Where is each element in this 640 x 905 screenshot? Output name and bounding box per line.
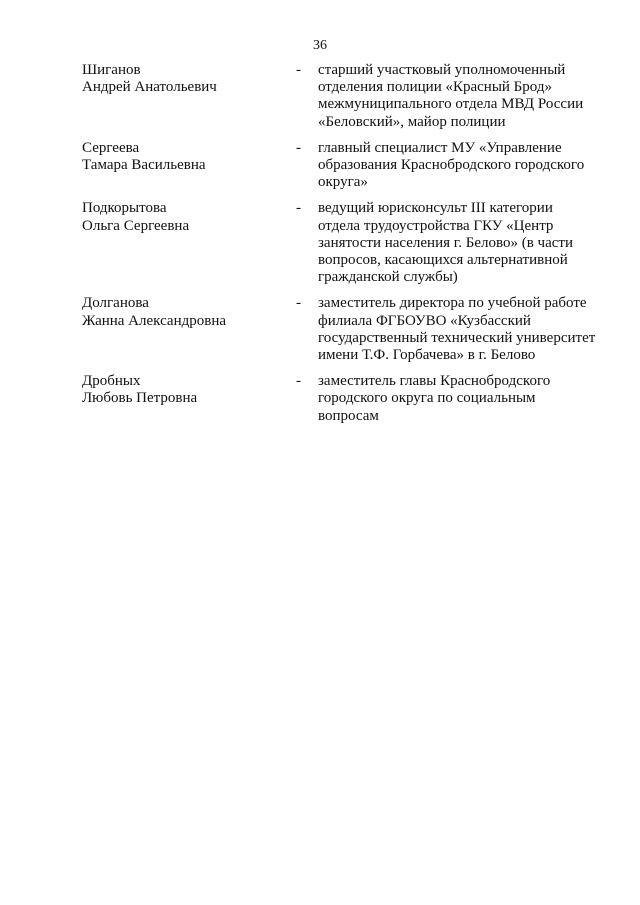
member-surname: Шиганов	[82, 62, 141, 78]
member-position-line: главный специалист МУ «Управление	[318, 139, 562, 156]
member-entry-4	[82, 295, 612, 364]
member-position-line: «Беловский», майор полиции	[318, 113, 506, 130]
member-given-names: Любовь Петровна	[82, 390, 198, 407]
member-name	[82, 373, 296, 407]
member-position-line: имени Т.Ф. Горбачева» в г. Белово	[318, 347, 536, 364]
member-given-names: Жанна Александровна	[82, 312, 227, 329]
member-given-names: Тамара Васильевна	[82, 157, 206, 174]
member-surname: Сергеева	[82, 139, 140, 156]
member-position-line: заместитель директора по учебной работе	[318, 295, 587, 312]
member-position	[318, 200, 612, 286]
separator-dash: -	[296, 62, 301, 78]
member-name	[82, 295, 296, 329]
member-entry-1	[82, 62, 612, 131]
member-position	[318, 373, 612, 425]
member-position-line: отдела трудоустройства ГКУ «Центр	[318, 217, 554, 234]
member-position	[318, 62, 612, 131]
member-position-line: межмуниципального отдела МВД России	[318, 96, 584, 113]
member-position-line: филиала ФГБОУВО «Кузбасский	[318, 312, 531, 329]
member-position-line: старший участковый уполномоченный	[318, 62, 566, 78]
member-position-line: образования Краснобродского городского	[318, 157, 585, 174]
member-surname: Долганова	[82, 295, 149, 312]
member-entry-3	[82, 200, 612, 286]
member-position	[318, 295, 612, 364]
separator-dash: -	[296, 373, 301, 390]
separator-dash: -	[296, 200, 301, 217]
member-surname: Подкорытова	[82, 200, 167, 217]
separator-dash: -	[296, 139, 301, 156]
member-position-line: отделения полиции «Красный Брод»	[318, 79, 552, 96]
member-position-line: занятости населения г. Белово» (в части	[318, 234, 573, 251]
commission-member-list	[82, 62, 612, 434]
member-position-line: городского округа по социальным	[318, 390, 536, 407]
member-surname: Дробных	[82, 373, 141, 390]
member-position-line: заместитель главы Краснобродского	[318, 373, 551, 390]
page-number: 36	[313, 38, 327, 53]
member-given-names: Андрей Анатольевич	[82, 79, 217, 96]
member-position-line: государственный технический университет	[318, 329, 596, 346]
member-position-line: гражданской службы)	[318, 269, 458, 286]
member-position-line: вопросам	[318, 407, 379, 424]
member-position-line: вопросов, касающихся альтернативной	[318, 252, 568, 269]
member-name	[82, 200, 296, 234]
member-name	[82, 62, 296, 96]
member-position	[318, 140, 612, 192]
member-position-line: ведущий юрисконсульт III категории	[318, 200, 553, 217]
member-entry-2	[82, 140, 612, 192]
separator-dash: -	[296, 295, 301, 312]
member-name	[82, 140, 296, 174]
member-position-line: округа»	[318, 174, 368, 191]
member-given-names: Ольга Сергеевна	[82, 217, 190, 234]
member-entry-5	[82, 373, 612, 425]
